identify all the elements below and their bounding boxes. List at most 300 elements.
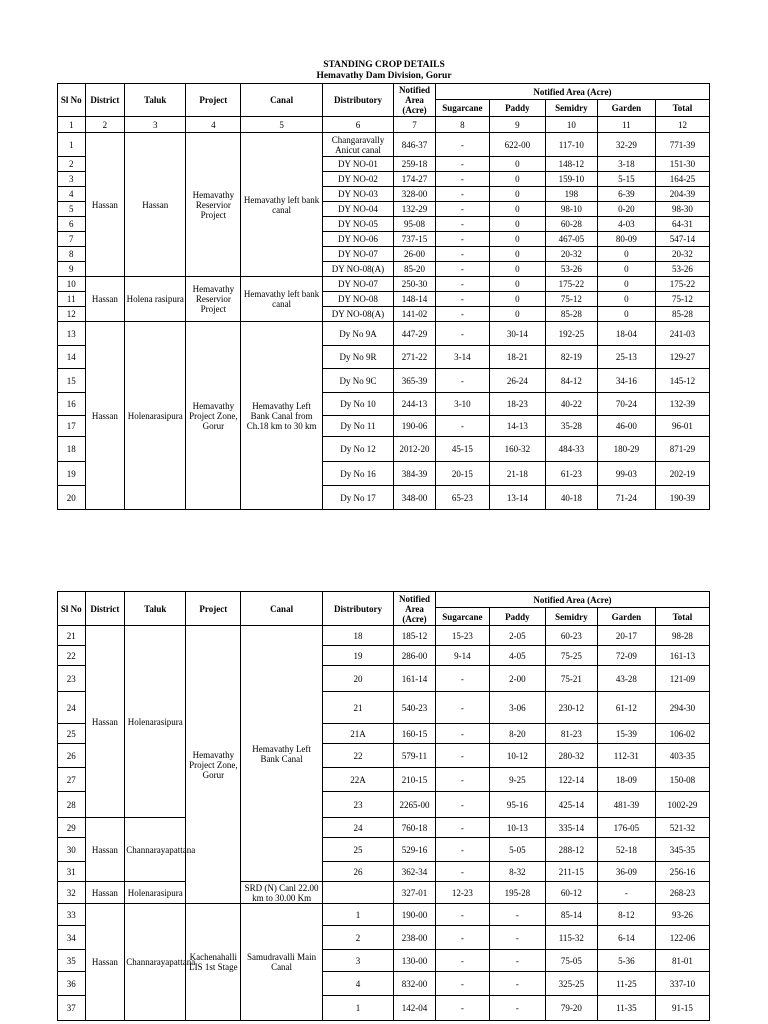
header-notified-area-group: Notified Area (Acre) (435, 84, 709, 100)
total-cell: 20-32 (655, 247, 709, 262)
sl-no-cell: 3 (58, 172, 86, 187)
column-number: 8 (435, 117, 489, 133)
header-notified-area-group: Notified Area (Acre) (435, 592, 709, 608)
header-project: Project (186, 592, 241, 626)
taluk-cell: Holenarasipura (125, 626, 186, 818)
sl-no-cell: 2 (58, 157, 86, 172)
sl-no-cell: 11 (58, 292, 86, 307)
sugarcane-cell: - (435, 416, 489, 437)
sugarcane-cell: - (435, 838, 489, 862)
total-cell: 202-19 (655, 462, 709, 486)
sugarcane-cell: - (435, 904, 489, 926)
garden-cell: 6-39 (597, 187, 655, 202)
notified-area-cell: 327-01 (394, 882, 436, 904)
paddy-cell: 18-21 (489, 346, 545, 369)
distributory-cell: DY NO-06 (322, 232, 393, 247)
sugarcane-cell: 65-23 (435, 486, 489, 510)
distributory-cell: 1 (322, 996, 393, 1021)
semidry-cell: 211-15 (545, 862, 597, 882)
notified-area-cell: 328-00 (394, 187, 436, 202)
table-row (58, 882, 710, 904)
taluk-cell: Channarayapattana (125, 904, 186, 1021)
garden-cell: 3-18 (597, 157, 655, 172)
distributory-cell: DY NO-07 (322, 277, 393, 292)
distributory-cell: 2 (322, 926, 393, 950)
notified-area-cell: 365-39 (394, 369, 436, 393)
table-row (58, 818, 710, 838)
paddy-cell: 30-14 (489, 322, 545, 346)
district-cell: Hassan (85, 626, 125, 818)
paddy-cell: - (489, 972, 545, 996)
garden-cell: 80-09 (597, 232, 655, 247)
total-cell: 98-28 (655, 626, 709, 646)
sugarcane-cell: - (435, 292, 489, 307)
semidry-cell: 60-23 (545, 626, 597, 646)
garden-cell: 36-09 (597, 862, 655, 882)
semidry-cell: 484-33 (545, 437, 597, 462)
garden-cell: 5-15 (597, 172, 655, 187)
sugarcane-cell: 9-14 (435, 646, 489, 666)
distributory-cell: Changaravally Anicut canal (322, 133, 393, 157)
district-cell: Hassan (85, 818, 125, 882)
distributory-cell: Dy No 9C (322, 369, 393, 393)
sl-no-cell: 23 (58, 666, 86, 692)
sl-no-cell: 18 (58, 437, 86, 462)
paddy-cell: 195-28 (489, 882, 545, 904)
project-cell: Kachenahalli LIS 1st Stage (186, 904, 241, 1021)
garden-cell: 4-03 (597, 217, 655, 232)
header-sl-no: Sl No (58, 592, 86, 626)
notified-area-cell: 2012-20 (394, 437, 436, 462)
semidry-cell: 60-28 (545, 217, 597, 232)
total-cell: 1002-29 (655, 792, 709, 818)
distributory-cell: DY NO-07 (322, 247, 393, 262)
sl-no-cell: 30 (58, 838, 86, 862)
distributory-cell: 21A (322, 724, 393, 744)
total-cell: 121-09 (655, 666, 709, 692)
semidry-cell: 335-14 (545, 818, 597, 838)
sl-no-cell: 36 (58, 972, 86, 996)
header-notified-area: Notified Area (Acre) (394, 592, 436, 626)
paddy-cell: 10-13 (489, 818, 545, 838)
garden-cell: 481-39 (597, 792, 655, 818)
paddy-cell: 26-24 (489, 369, 545, 393)
distributory-cell: Dy No 17 (322, 486, 393, 510)
column-number: 7 (394, 117, 436, 133)
semidry-cell: 148-12 (545, 157, 597, 172)
garden-cell: 6-14 (597, 926, 655, 950)
column-number: 4 (186, 117, 241, 133)
garden-cell: 25-13 (597, 346, 655, 369)
semidry-cell: 35-28 (545, 416, 597, 437)
notified-area-cell: 286-00 (394, 646, 436, 666)
distributory-cell: DY NO-08(A) (322, 262, 393, 277)
taluk-cell: Holenarasipura (125, 322, 186, 510)
total-cell: 403-35 (655, 744, 709, 768)
total-cell: 85-28 (655, 307, 709, 322)
distributory-cell: DY NO-03 (322, 187, 393, 202)
sugarcane-cell: - (435, 666, 489, 692)
sugarcane-cell: - (435, 950, 489, 972)
garden-cell: 72-09 (597, 646, 655, 666)
garden-cell: 15-39 (597, 724, 655, 744)
distributory-cell: 21 (322, 692, 393, 724)
sugarcane-cell: - (435, 369, 489, 393)
notified-area-cell: 130-00 (394, 950, 436, 972)
sugarcane-cell: - (435, 262, 489, 277)
notified-area-cell: 174-27 (394, 172, 436, 187)
notified-area-cell: 259-18 (394, 157, 436, 172)
sl-no-cell: 8 (58, 247, 86, 262)
distributory-cell: Dy No 12 (322, 437, 393, 462)
notified-area-cell: 362-34 (394, 862, 436, 882)
total-cell: 132-39 (655, 393, 709, 416)
distributory-cell: 1 (322, 904, 393, 926)
notified-area-cell: 132-29 (394, 202, 436, 217)
sugarcane-cell: - (435, 307, 489, 322)
district-cell: Hassan (85, 904, 125, 1021)
paddy-cell: 8-20 (489, 724, 545, 744)
sugarcane-cell: - (435, 692, 489, 724)
header-distributory: Distributory (322, 84, 393, 117)
taluk-cell: Holena rasipura (125, 277, 186, 322)
sl-no-cell: 35 (58, 950, 86, 972)
semidry-cell: 98-10 (545, 202, 597, 217)
header-total: Total (655, 608, 709, 626)
column-number: 5 (241, 117, 322, 133)
sl-no-cell: 33 (58, 904, 86, 926)
garden-cell: 18-09 (597, 768, 655, 792)
column-number: 11 (597, 117, 655, 133)
sugarcane-cell: - (435, 972, 489, 996)
notified-area-cell: 447-29 (394, 322, 436, 346)
paddy-cell: 0 (489, 292, 545, 307)
garden-cell: 70-24 (597, 393, 655, 416)
header-paddy: Paddy (489, 100, 545, 117)
paddy-cell: 21-18 (489, 462, 545, 486)
total-cell: 96-01 (655, 416, 709, 437)
sugarcane-cell: - (435, 996, 489, 1021)
distributory-cell: 22A (322, 768, 393, 792)
total-cell: 161-13 (655, 646, 709, 666)
total-cell: 547-14 (655, 232, 709, 247)
sugarcane-cell: 45-15 (435, 437, 489, 462)
sugarcane-cell: 3-10 (435, 393, 489, 416)
total-cell: 337-10 (655, 972, 709, 996)
notified-area-cell: 210-15 (394, 768, 436, 792)
notified-area-cell: 250-30 (394, 277, 436, 292)
garden-cell: 176-05 (597, 818, 655, 838)
semidry-cell: 40-18 (545, 486, 597, 510)
notified-area-cell: 190-06 (394, 416, 436, 437)
distributory-cell: Dy No 10 (322, 393, 393, 416)
distributory-cell: 25 (322, 838, 393, 862)
district-cell: Hassan (85, 882, 125, 904)
paddy-cell: 14-13 (489, 416, 545, 437)
sl-no-cell: 4 (58, 187, 86, 202)
garden-cell: 180-29 (597, 437, 655, 462)
semidry-cell: 82-19 (545, 346, 597, 369)
sugarcane-cell: 12-23 (435, 882, 489, 904)
garden-cell: 0 (597, 262, 655, 277)
paddy-cell: 95-16 (489, 792, 545, 818)
total-cell: 521-32 (655, 818, 709, 838)
notified-area-cell: 26-00 (394, 247, 436, 262)
column-number: 9 (489, 117, 545, 133)
taluk-cell: Channarayapattana (125, 818, 186, 882)
notified-area-cell: 141-02 (394, 307, 436, 322)
total-cell: 345-35 (655, 838, 709, 862)
sl-no-cell: 19 (58, 462, 86, 486)
distributory-cell: 22 (322, 744, 393, 768)
canal-cell: Hemavathy Left Bank Canal from Ch.18 km to 30 km (241, 322, 322, 510)
garden-cell: 0 (597, 292, 655, 307)
garden-cell: 5-36 (597, 950, 655, 972)
sl-no-cell: 21 (58, 626, 86, 646)
header-district: District (85, 84, 125, 117)
total-cell: 53-26 (655, 262, 709, 277)
sugarcane-cell: - (435, 322, 489, 346)
sl-no-cell: 12 (58, 307, 86, 322)
paddy-cell: - (489, 904, 545, 926)
paddy-cell: 0 (489, 232, 545, 247)
canal-cell: Samudravalli Main Canal (241, 904, 322, 1021)
paddy-cell: 4-05 (489, 646, 545, 666)
standing-crop-table-2 (57, 591, 710, 1021)
notified-area-cell: 85-20 (394, 262, 436, 277)
garden-cell: 71-24 (597, 486, 655, 510)
sl-no-cell: 16 (58, 393, 86, 416)
total-cell: 145-12 (655, 369, 709, 393)
distributory-cell: DY NO-01 (322, 157, 393, 172)
notified-area-cell: 348-00 (394, 486, 436, 510)
garden-cell: 112-31 (597, 744, 655, 768)
sugarcane-cell: - (435, 232, 489, 247)
semidry-cell: 288-12 (545, 838, 597, 862)
header-notified-area: Notified Area (Acre) (394, 84, 436, 117)
paddy-cell: 3-06 (489, 692, 545, 724)
taluk-cell: Holenarasipura (125, 882, 186, 904)
semidry-cell: 425-14 (545, 792, 597, 818)
header-sugarcane: Sugarcane (435, 100, 489, 117)
notified-area-cell: 244-13 (394, 393, 436, 416)
paddy-cell: 0 (489, 277, 545, 292)
notified-area-cell: 579-11 (394, 744, 436, 768)
semidry-cell: 192-25 (545, 322, 597, 346)
sugarcane-cell: - (435, 926, 489, 950)
paddy-cell: 160-32 (489, 437, 545, 462)
garden-cell: 11-25 (597, 972, 655, 996)
distributory-cell: DY NO-05 (322, 217, 393, 232)
semidry-cell: 122-14 (545, 768, 597, 792)
header-total: Total (655, 100, 709, 117)
sugarcane-cell: - (435, 744, 489, 768)
paddy-cell: 2-00 (489, 666, 545, 692)
column-number: 1 (58, 117, 86, 133)
sugarcane-cell: 15-23 (435, 626, 489, 646)
sl-no-cell: 24 (58, 692, 86, 724)
sugarcane-cell: - (435, 247, 489, 262)
total-cell: 122-06 (655, 926, 709, 950)
sl-no-cell: 27 (58, 768, 86, 792)
header-semidry: Semidry (545, 100, 597, 117)
sugarcane-cell: - (435, 157, 489, 172)
sugarcane-cell: - (435, 768, 489, 792)
sugarcane-cell: - (435, 217, 489, 232)
paddy-cell: 0 (489, 247, 545, 262)
total-cell: 64-31 (655, 217, 709, 232)
sugarcane-cell: - (435, 187, 489, 202)
header-project: Project (186, 84, 241, 117)
sl-no-cell: 17 (58, 416, 86, 437)
sugarcane-cell: - (435, 724, 489, 744)
sl-no-cell: 10 (58, 277, 86, 292)
garden-cell: 52-18 (597, 838, 655, 862)
document-subtitle: Hemavathy Dam Division, Gorur (316, 71, 452, 81)
sugarcane-cell: - (435, 133, 489, 157)
total-cell: 98-30 (655, 202, 709, 217)
semidry-cell: 75-05 (545, 950, 597, 972)
paddy-cell: 0 (489, 217, 545, 232)
notified-area-cell: 142-04 (394, 996, 436, 1021)
sugarcane-cell: 3-14 (435, 346, 489, 369)
sugarcane-cell: - (435, 202, 489, 217)
column-number: 12 (655, 117, 709, 133)
semidry-cell: 20-32 (545, 247, 597, 262)
garden-cell: 43-28 (597, 666, 655, 692)
total-cell: 175-22 (655, 277, 709, 292)
canal-cell: Hemavathy Left Bank Canal (241, 626, 322, 882)
notified-area-cell: 737-15 (394, 232, 436, 247)
header-paddy: Paddy (489, 608, 545, 626)
total-cell: 81-01 (655, 950, 709, 972)
total-cell: 150-08 (655, 768, 709, 792)
canal-cell: Hemavathy left bank canal (241, 277, 322, 322)
paddy-cell: 0 (489, 187, 545, 202)
column-number: 6 (322, 117, 393, 133)
notified-area-cell: 148-14 (394, 292, 436, 307)
sl-no-cell: 20 (58, 486, 86, 510)
sl-no-cell: 25 (58, 724, 86, 744)
total-cell: 771-39 (655, 133, 709, 157)
distributory-cell: Dy No 11 (322, 416, 393, 437)
semidry-cell: 198 (545, 187, 597, 202)
table-row (58, 133, 710, 157)
garden-cell: 61-12 (597, 692, 655, 724)
paddy-cell: 0 (489, 157, 545, 172)
sl-no-cell: 29 (58, 818, 86, 838)
header-canal: Canal (241, 592, 322, 626)
column-number: 10 (545, 117, 597, 133)
garden-cell: - (597, 882, 655, 904)
sl-no-cell: 22 (58, 646, 86, 666)
notified-area-cell: 271-22 (394, 346, 436, 369)
garden-cell: 18-04 (597, 322, 655, 346)
sl-no-cell: 26 (58, 744, 86, 768)
sugarcane-cell: 20-15 (435, 462, 489, 486)
total-cell: 204-39 (655, 187, 709, 202)
paddy-cell: 0 (489, 262, 545, 277)
notified-area-cell: 2265-00 (394, 792, 436, 818)
paddy-cell: 0 (489, 202, 545, 217)
header-sl-no: Sl No (58, 84, 86, 117)
notified-area-cell: 160-15 (394, 724, 436, 744)
total-cell: 106-02 (655, 724, 709, 744)
semidry-cell: 85-14 (545, 904, 597, 926)
semidry-cell: 325-25 (545, 972, 597, 996)
semidry-cell: 280-32 (545, 744, 597, 768)
header-garden: Garden (597, 608, 655, 626)
semidry-cell: 75-21 (545, 666, 597, 692)
header-garden: Garden (597, 100, 655, 117)
notified-area-cell: 95-08 (394, 217, 436, 232)
garden-cell: 20-17 (597, 626, 655, 646)
semidry-cell: 61-23 (545, 462, 597, 486)
total-cell: 294-30 (655, 692, 709, 724)
notified-area-cell: 238-00 (394, 926, 436, 950)
semidry-cell: 53-26 (545, 262, 597, 277)
header-canal: Canal (241, 84, 322, 117)
total-cell: 164-25 (655, 172, 709, 187)
paddy-cell: 18-23 (489, 393, 545, 416)
sl-no-cell: 15 (58, 369, 86, 393)
semidry-cell: 40-22 (545, 393, 597, 416)
total-cell: 75-12 (655, 292, 709, 307)
total-cell: 268-23 (655, 882, 709, 904)
notified-area-cell: 760-18 (394, 818, 436, 838)
garden-cell: 34-16 (597, 369, 655, 393)
distributory-cell: 26 (322, 862, 393, 882)
distributory-cell: 19 (322, 646, 393, 666)
sl-no-cell: 14 (58, 346, 86, 369)
canal-cell: SRD (N) Canl 22.00 km to 30.00 Km (241, 882, 322, 904)
sl-no-cell: 37 (58, 996, 86, 1021)
paddy-cell: 0 (489, 172, 545, 187)
paddy-cell: 2-05 (489, 626, 545, 646)
standing-crop-table-1 (57, 83, 710, 510)
header-distributory: Distributory (322, 592, 393, 626)
notified-area-cell: 529-16 (394, 838, 436, 862)
notified-area-cell: 384-39 (394, 462, 436, 486)
total-cell: 256-16 (655, 862, 709, 882)
distributory-cell: 20 (322, 666, 393, 692)
semidry-cell: 467-05 (545, 232, 597, 247)
taluk-cell: Hassan (125, 133, 186, 277)
semidry-cell: 75-25 (545, 646, 597, 666)
garden-cell: 46-00 (597, 416, 655, 437)
header-sugarcane: Sugarcane (435, 608, 489, 626)
paddy-cell: 9-25 (489, 768, 545, 792)
total-cell: 91-15 (655, 996, 709, 1021)
sugarcane-cell: - (435, 277, 489, 292)
semidry-cell: 84-12 (545, 369, 597, 393)
distributory-cell: 18 (322, 626, 393, 646)
total-cell: 129-27 (655, 346, 709, 369)
distributory-cell: DY NO-08(A) (322, 307, 393, 322)
semidry-cell: 175-22 (545, 277, 597, 292)
table-row (58, 322, 710, 346)
sl-no-cell: 7 (58, 232, 86, 247)
sugarcane-cell: - (435, 862, 489, 882)
table-row (58, 904, 710, 926)
garden-cell: 32-29 (597, 133, 655, 157)
sl-no-cell: 28 (58, 792, 86, 818)
semidry-cell: 85-28 (545, 307, 597, 322)
garden-cell: 8-12 (597, 904, 655, 926)
semidry-cell: 60-12 (545, 882, 597, 904)
distributory-cell: 4 (322, 972, 393, 996)
table-row (58, 626, 710, 646)
